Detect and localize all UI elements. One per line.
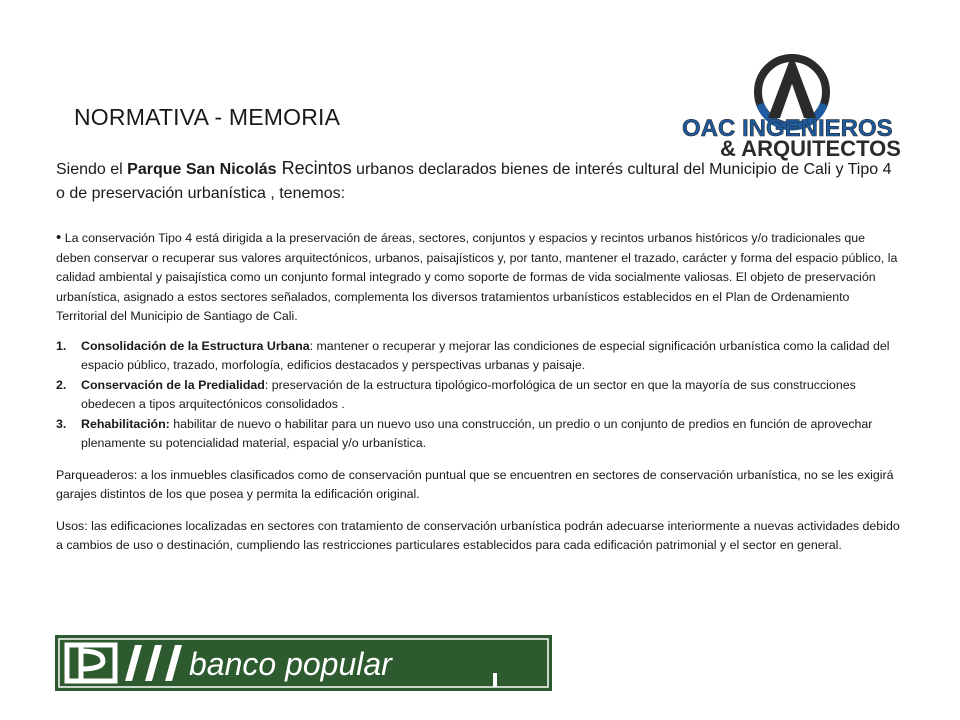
slide-title: NORMATIVA - MEMORIA: [74, 104, 341, 130]
intro-paragraph: [56, 156, 896, 206]
intro-bold: Parque San Nicolás: [127, 161, 277, 178]
list-number: 3.: [56, 416, 67, 431]
intro-big-word: Recintos: [276, 158, 352, 178]
banco-popular-logo: [55, 635, 552, 691]
paragraph-usos: Usos: las edificaciones localizadas en sectores con tratamiento de conservación urbanística podrán adecuarse interiormente a nuevas actividades debido a cambios de uso o destinación, cumpliendo las restricciones particulares establecidos para cada edificación patrimonial y el sector en general.: [56, 518, 900, 552]
list-number: 1.: [56, 338, 67, 353]
intro-post: urbanos declarados bienes de interés cultural del Municipio de Cali y Tipo 4 o de preservación urbanística , tenemos:: [56, 161, 892, 202]
oac-logo: [668, 52, 914, 162]
treatments-list: [56, 337, 902, 454]
list-term: Conservación de la Predialidad: [81, 377, 265, 392]
list-item: [56, 376, 902, 415]
oac-logo-line2: & ARQUITECTOS: [720, 136, 901, 161]
paragraph-conservation: [56, 228, 902, 327]
list-text: : mantener o recuperar y mejorar las condiciones de especial significación urbanística como la calidad del espacio público, trazado, morfología, edificios destacados y perspectivas urbanas y paisaje.: [81, 338, 890, 372]
banco-text: banco popular: [189, 646, 392, 682]
paragraph-parqueaderos: Parqueaderos: a los inmuebles clasificados como de conservación puntual que se encuentren en sectores de conservación urbanística, no se les exigirá garajes distintos de los que posea y permita la edificación original.: [56, 467, 894, 501]
paragraph-conservation-text: La conservación Tipo 4 está dirigida a la preservación de áreas, sectores, conjuntos y espacios y recintos urbanos históricos y/o tradicionales que deben conservar o recuperar sus valores arquitectónicos, urbanos, paisajísticos y, por tanto, mantener el trazado, carácter y forma del espacio público, la calidad ambiental y paisajística como un conjunto formal integrado y como soporte de formas de vida socialmente valiosas. El objeto de preservación urbanística, asignado a estos sectores señalados, complementa los diversos tratamientos urbanísticos establecidos en el Plan de Ordenamiento Territorial del Municipio de Santiago de Cali.: [56, 231, 898, 323]
list-text: : preservación de la estructura tipológico-morfológica de un sector en que la mayoría de sus construcciones obedecen a tipos arquitectónicos consolidados .: [81, 377, 856, 411]
list-number: 2.: [56, 377, 67, 392]
list-term: Rehabilitación:: [81, 416, 170, 431]
list-item: [56, 337, 902, 376]
list-text: habilitar de nuevo o habilitar para un nuevo uso una construcción, un predio o un conjunto de predios en función de aprovechar plenamente su potencialidad material, espacial y/o urbanística.: [81, 416, 873, 450]
intro-pre: Siendo el: [56, 161, 128, 178]
list-item: [56, 415, 902, 454]
body-text: [56, 228, 902, 556]
list-term: Consolidación de la Estructura Urbana: [81, 338, 310, 353]
bullet-dot: •: [56, 229, 62, 246]
oac-logo-line1: OAC INGENIEROS: [682, 115, 893, 142]
